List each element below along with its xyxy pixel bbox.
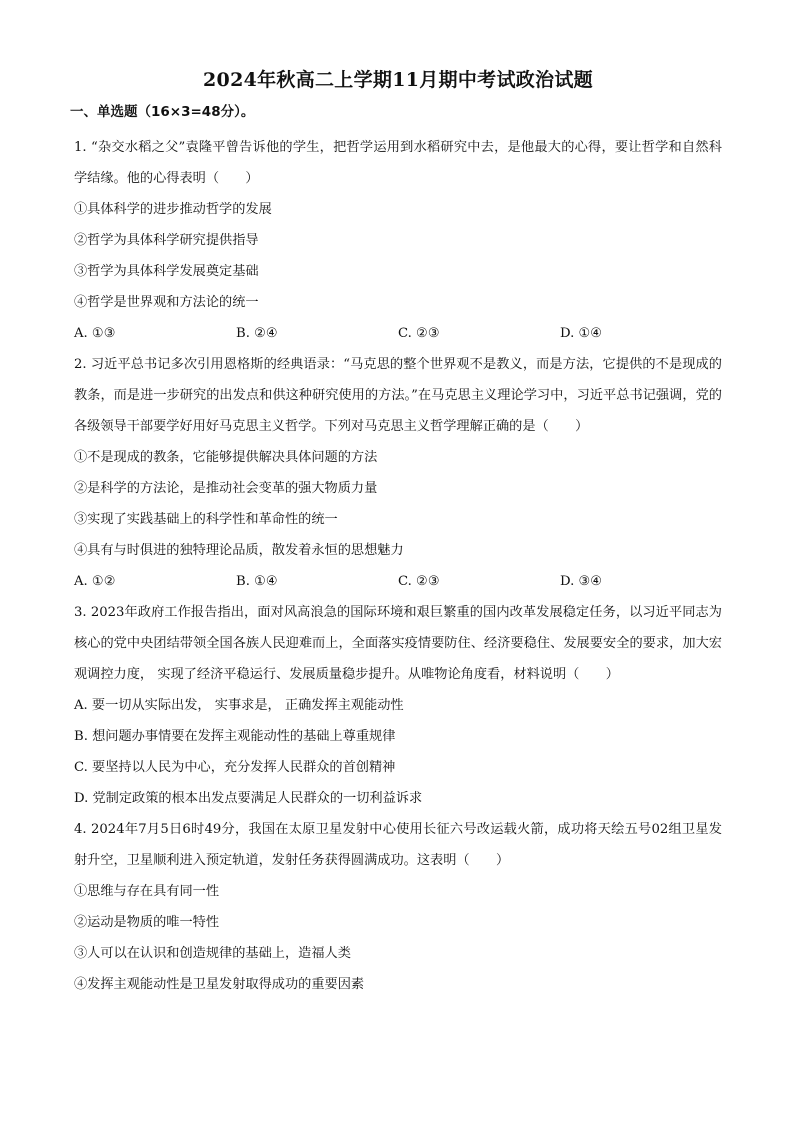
question-stem: 1. “杂交水稻之父”袁隆平曾告诉他的学生，把哲学运用到水稻研究中去，是他最大的心得，要让哲学和自然科学结缘。他的心得表明（ ）: [74, 140, 722, 186]
option-c: C. ②③: [398, 574, 440, 589]
statement-item: ②是科学的方法论，是推动社会变革的强大物质力量: [74, 481, 378, 496]
option-d: D. 党制定政策的根本出发点要满足人民群众的一切利益诉求: [74, 791, 423, 806]
question-1: [74, 132, 722, 349]
statement-item: ③哲学为具体科学发展奠定基础: [74, 264, 259, 279]
statement-item: ③实现了实践基础上的科学性和革命性的统一: [74, 512, 338, 527]
question-stem: 4. 2024年7月5日6时49分，我国在太原卫星发射中心使用长征六号改运载火箭，成功将天绘五号02组卫星发射升空，卫星顺利进入预定轨道，发射任务获得圆满成功。这表明（ ）: [74, 822, 722, 868]
statement-item: ④哲学是世界观和方法论的统一: [74, 295, 259, 310]
option-b: B. ②④: [236, 326, 278, 341]
section-heading: 一、单选题（16×3=48分）。: [70, 104, 255, 120]
answer-options: [74, 566, 722, 597]
statement-item: ②哲学为具体科学研究提供指导: [74, 233, 259, 248]
option-c: C. ②③: [398, 326, 440, 341]
question-4: [74, 814, 722, 1000]
statement-item: ④具有与时俱进的独特理论品质，散发着永恒的思想魅力: [74, 543, 404, 558]
option-b: B. ①④: [236, 574, 278, 589]
option-a: A. 要一切从实际出发， 实事求是， 正确发挥主观能动性: [74, 698, 404, 713]
answer-options: [74, 318, 722, 349]
option-d: D. ③④: [560, 574, 603, 589]
option-a: A. ①③: [74, 326, 116, 341]
option-b: B. 想问题办事情要在发挥主观能动性的基础上尊重规律: [74, 729, 396, 744]
page-title: 2024年秋高二上学期11月期中考试政治试题: [203, 69, 593, 91]
statement-item: ①思维与存在具有同一性: [74, 884, 220, 899]
question-2: [74, 349, 722, 597]
statement-item: ①不是现成的教条，它能够提供解决具体问题的方法: [74, 450, 378, 465]
question-stem: 2. 习近平总书记多次引用恩格斯的经典语录：“马克思的整个世界观不是教义，而是方法，它提供的不是现成的教条，而是进一步研究的出发点和供这种研究使用的方法。”在马克思主义理论学习中，习近平总书记强调，党的各级领导干部要学好用好马克思主义哲学。下列对马克思主义哲学理解正确的是（ ）: [74, 357, 722, 434]
statement-item: ④发挥主观能动性是卫星发射取得成功的重要因素: [74, 977, 365, 992]
option-d: D. ①④: [560, 326, 603, 341]
option-c: C. 要坚持以人民为中心，充分发挥人民群众的首创精神: [74, 760, 396, 775]
question-3: [74, 597, 722, 814]
option-a: A. ①②: [74, 574, 116, 589]
statement-item: ②运动是物质的唯一特性: [74, 915, 220, 930]
statement-item: ③人可以在认识和创造规律的基础上，造福人类: [74, 946, 351, 961]
question-stem: 3. 2023年政府工作报告指出，面对风高浪急的国际环境和艰巨繁重的国内改革发展稳定任务，以习近平同志为核心的党中央团结带领全国各族人民迎难而上，全面落实疫情要防住、经济要稳住、发展要安全的要求，加大宏观调控力度， 实现了经济平稳运行、发展质量稳步提升。从唯物论角度看，材料说明（ ）: [74, 605, 722, 682]
statement-item: ①具体科学的进步推动哲学的发展: [74, 202, 272, 217]
